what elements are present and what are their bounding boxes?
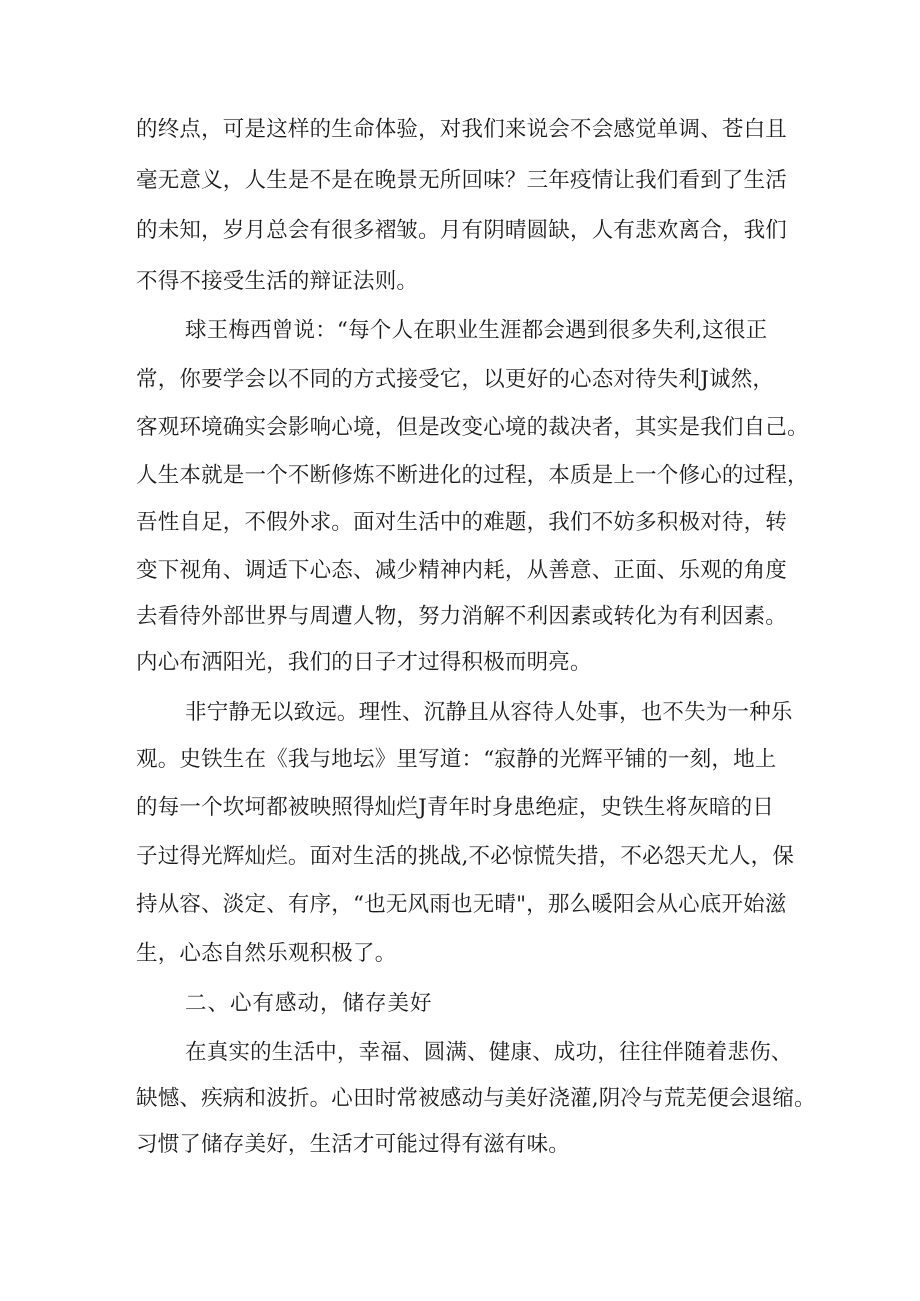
paragraph-2-line-3: 客观环境确实会影响心境，但是改变心境的裁决者，其实是我们自己。	[136, 415, 809, 440]
paragraph-1-line-3: 的未知，岁月总会有很多褶皱。月有阴晴圆缺，人有悲欢离合，我们	[136, 218, 788, 243]
paragraph-4-line-3: 习惯了储存美好，生活才可能过得有滋有味。	[136, 1132, 571, 1157]
section-heading: 二、心有感动，储存美好	[185, 991, 433, 1016]
paragraph-3-line-6: 生，心态自然乐观积极了。	[136, 941, 397, 966]
paragraph-3-line-1: 非宁静无以致远。理性、沉静且从容待人处事，也不失为一种乐	[185, 700, 793, 725]
paragraph-2-line-6: 变下视角、调适下心态、减少精神内耗，从善意、正面、乐观的角度	[136, 558, 788, 583]
paragraph-4-line-2: 缺憾、疾病和波折。心田时常被感动与美好浇灌,阴冷与荒芜便会退缩。	[136, 1086, 816, 1111]
paragraph-2-line-7: 去看待外部世界与周遭人物，努力消解不利因素或转化为有利因素。	[136, 604, 788, 629]
paragraph-1-line-4: 不得不接受生活的辩证法则。	[136, 269, 419, 294]
paragraph-3-line-2: 观。史铁生在《我与地坛》里写道：“寂静的光辉平铺的一刻，地上	[136, 747, 777, 772]
paragraph-1-line-2: 毫无意义，人生是不是在晚景无所回味？三年疫情让我们看到了生活	[136, 168, 788, 193]
paragraph-2-line-2: 常，你要学会以不同的方式接受它，以更好的心态对待失利J诚然，	[136, 367, 775, 392]
paragraph-3-line-4: 子过得光辉灿烂。面对生活的挑战,不必惊慌失措，不必怨天尤人，保	[136, 844, 795, 869]
paragraph-4-line-1: 在真实的生活中，幸福、圆满、健康、成功，往往伴随着悲伤、	[185, 1040, 793, 1065]
paragraph-2-line-4: 人生本就是一个不断修炼不断进化的过程，本质是上一个修心的过程，	[136, 463, 809, 488]
paragraph-3-line-5: 持从容、淡定、有序，“也无风雨也无晴"，那么暖阳会从心底开始滋	[136, 892, 787, 917]
paragraph-2-line-8: 内心布洒阳光，我们的日子才过得积极而明亮。	[136, 650, 592, 675]
paragraph-2-line-5: 吾性自足，不假外求。面对生活中的难题，我们不妨多积极对待，转	[136, 510, 788, 535]
paragraph-2-line-1: 球王梅西曾说：“每个人在职业生涯都会遇到很多失利,这很正	[185, 318, 768, 343]
paragraph-3-line-3: 的每一个坎坷都被映照得灿烂J青年时身患绝症，史铁生将灰暗的日	[136, 795, 775, 820]
paragraph-1-line-1: 的终点，可是这样的生命体验，对我们来说会不会感觉单调、苍白且	[136, 117, 788, 142]
